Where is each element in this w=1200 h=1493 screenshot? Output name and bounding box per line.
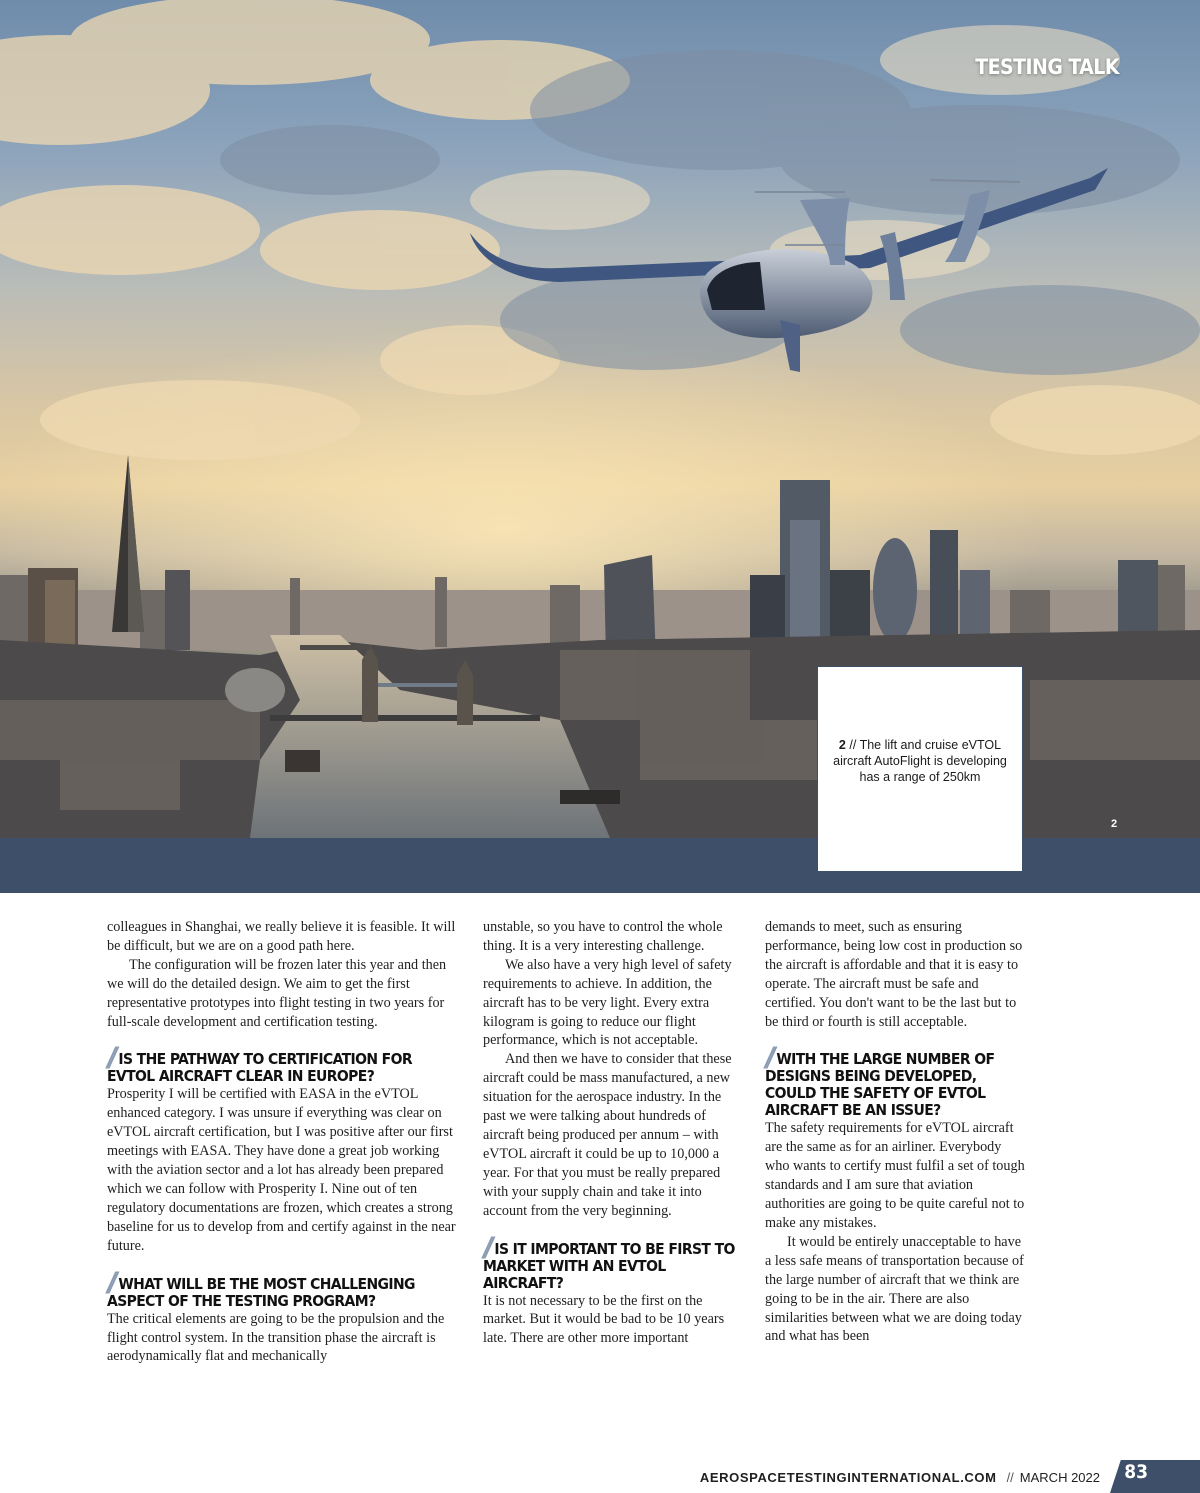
heading-slash-icon: //	[765, 1042, 770, 1074]
page-number: 83	[1124, 1461, 1148, 1483]
question-heading	[483, 1231, 745, 1292]
page-footer	[700, 1466, 1100, 1488]
paragraph: The critical elements are going to be the propulsion and the flight control system. In the transition phase the aircraft is aerodynamically flat and mechanically	[107, 1310, 445, 1365]
question-heading	[107, 1266, 463, 1310]
paragraph: The configuration will be frozen later this year and then we will do the detailed design. We aim to get the first representative prototypes into flight testing in two years for full-scale development and certification testing.	[107, 956, 447, 1030]
paragraph: It is not necessary to be the first on the market. But it would be bad to be 10 years late. There are other more important	[483, 1292, 725, 1347]
question-heading	[765, 1042, 1029, 1120]
heading-slash-icon: //	[107, 1266, 112, 1298]
question-heading	[107, 1042, 463, 1086]
question-heading-text: IS THE PATHWAY TO CERTIFICATION FOR EVTOL AIRCRAFT CLEAR IN EUROPE?	[107, 1050, 412, 1086]
question-heading-text: IS IT IMPORTANT TO BE FIRST TO MARKET WITH AN EVTOL AIRCRAFT?	[483, 1239, 735, 1292]
paragraph: And then we have to consider that these aircraft could be mass manufactured, a new situation for the aerospace industry. In the past we were talking about hundreds of aircraft being produced per annum – with eVTOL aircraft it could be up to 10,000 a year. For that you must be really prepared with your supply chain and take it into account from the very beginning.	[483, 1051, 732, 1219]
paragraph: It would be entirely unacceptable to have a less safe means of transportation because of the large number of aircraft that we think are going to be in the air. There are also similarities between what we are doing today and what has been	[765, 1233, 1024, 1345]
heading-slash-icon: //	[107, 1042, 112, 1074]
question-heading-text: WHAT WILL BE THE MOST CHALLENGING ASPECT OF THE TESTING PROGRAM?	[107, 1274, 415, 1310]
paragraph: Prosperity I will be certified with EASA in the eVTOL enhanced category. I was unsure if everything was clear on eVTOL aircraft certification, but I was positive after our first meetings with EASA. They have done a great job working with the aviation sector and a lot has already been prepared which we can follow with Prosperity I. Nine out of ten regulatory documentations are frozen, which creates a strong baseline for us to develop from and certify against in the near future.	[107, 1086, 456, 1254]
paragraph: colleagues in Shanghai, we really believe it is feasible. It will be difficult, but we are on a good path here.	[107, 919, 456, 954]
figure-caption	[832, 737, 1008, 785]
paragraph: We also have a very high level of safety requirements to achieve. In addition, the aircraft has to be very light. Every extra kilogram is going to reduce our flight performance, which is not acceptable.	[483, 956, 732, 1049]
figure-caption-box	[817, 666, 1023, 872]
paragraph: demands to meet, such as ensuring performance, being low cost in production so the aircraft is affordable and that it is easy to operate. The aircraft must be safe and certified. You don't want to be the last but to be third or fourth is still acceptable.	[765, 919, 1023, 1030]
question-heading-text: WITH THE LARGE NUMBER OF DESIGNS BEING DEVELOPED, COULD THE SAFETY OF EVTOL AIRCRAFT BE AN ISSUE?	[765, 1050, 995, 1120]
footer-separator: //	[1006, 1469, 1014, 1485]
paragraph: The safety requirements for eVTOL aircraft are the same as for an airliner. Everybody who wants to certify must fulfil a set of tough standards and I am sure that aviation authorities are going to be quite careful not to make any mistakes.	[765, 1120, 1025, 1231]
figure-caption-text: The lift and cruise eVTOL aircraft AutoFlight is developing has a range of 250km	[833, 738, 1007, 784]
paragraph: unstable, so you have to control the whole thing. It is a very interesting challenge.	[483, 919, 723, 954]
section-tag: TESTING TALK	[975, 55, 1119, 79]
heading-slash-icon: //	[483, 1231, 488, 1263]
article-column-2	[483, 918, 745, 1348]
issue-date: MARCH 2022	[1019, 1469, 1100, 1485]
image-number-label: 2	[1111, 818, 1118, 830]
article-column-1	[107, 918, 463, 1366]
article-column-3	[765, 918, 1029, 1346]
figure-number: 2	[838, 738, 846, 752]
website-link[interactable]: AEROSPACETESTINGINTERNATIONAL.COM	[699, 1469, 997, 1485]
figure-caption-separator: //	[849, 738, 857, 752]
